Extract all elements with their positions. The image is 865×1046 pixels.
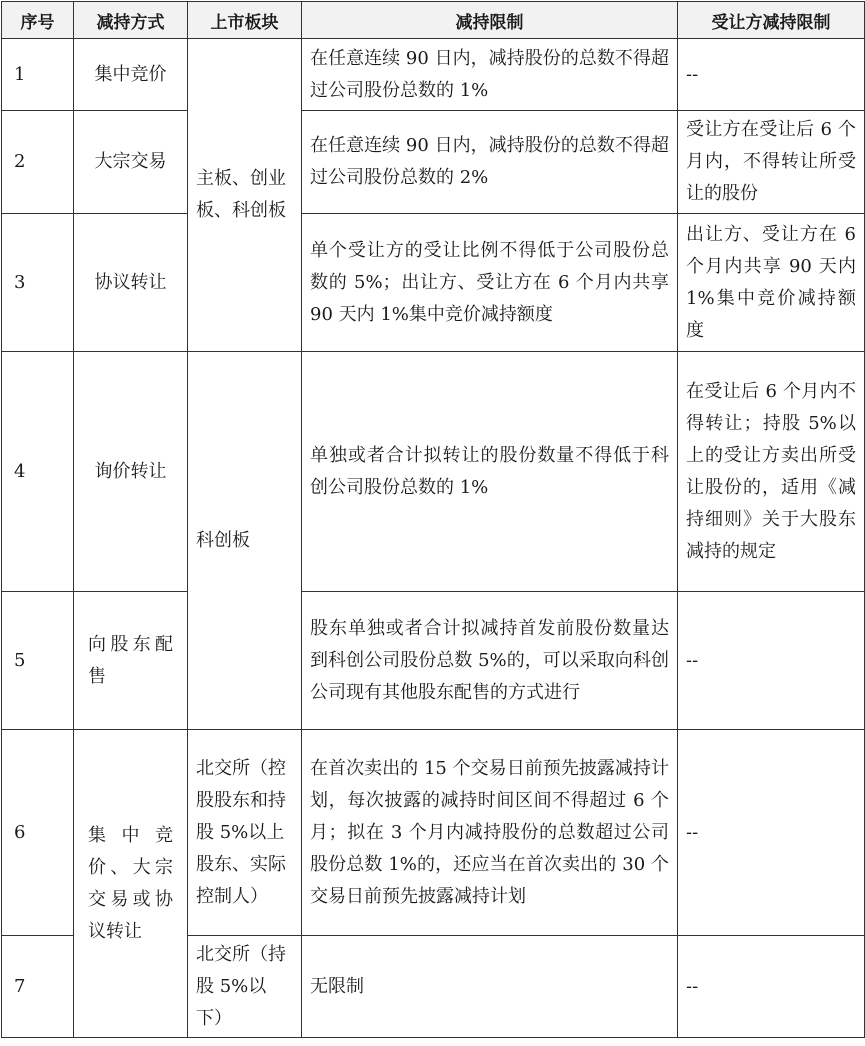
table-row: [2, 39, 865, 111]
board-cell: 北交所（持股 5%以下）: [188, 936, 302, 1038]
transferee-limit-cell: --: [678, 592, 865, 730]
row-number: 2: [2, 111, 74, 214]
row-number: 5: [2, 592, 74, 730]
table-header-row: [2, 2, 865, 39]
method-cell: 集中竞价、大宗交易或协议转让: [74, 730, 188, 1038]
header-transferee-limit: 受让方减持限制: [678, 2, 865, 39]
header-no: 序号: [2, 2, 74, 39]
transferee-limit-cell: 受让方在受让后 6 个月内，不得转让所受让的股份: [678, 111, 865, 214]
board-cell: 北交所（控股股东和持股 5%以上股东、实际控制人）: [188, 730, 302, 936]
transferee-limit-cell: 出让方、受让方在 6 个月内共享 90 天内 1%集中竞价减持额度: [678, 214, 865, 352]
board-cell: 科创板: [188, 352, 302, 730]
method-cell: 询价转让: [74, 352, 188, 592]
method-cell: 大宗交易: [74, 111, 188, 214]
table-row: [2, 352, 865, 592]
row-number: 4: [2, 352, 74, 592]
transferee-limit-cell: 在受让后 6 个月内不得转让；持股 5%以上的受让方卖出所受让股份的，适用《减持细则》关于大股东减持的规定: [678, 352, 865, 592]
header-board: 上市板块: [188, 2, 302, 39]
row-number: 6: [2, 730, 74, 936]
transferee-limit-cell: --: [678, 39, 865, 111]
method-cell: 协议转让: [74, 214, 188, 352]
method-cell: 向股东配售: [74, 592, 188, 730]
transferee-limit-cell: --: [678, 936, 865, 1038]
transferee-limit-cell: --: [678, 730, 865, 936]
table-row: [2, 730, 865, 936]
reduction-rules-table: [1, 1, 865, 1038]
table-row: [2, 111, 865, 214]
header-limit: 减持限制: [302, 2, 678, 39]
limit-cell: 在任意连续 90 日内，减持股份的总数不得超过公司股份总数的 2%: [302, 111, 678, 214]
table-row: [2, 592, 865, 730]
row-number: 3: [2, 214, 74, 352]
header-method: 减持方式: [74, 2, 188, 39]
method-cell: 集中竞价: [74, 39, 188, 111]
limit-cell: 无限制: [302, 936, 678, 1038]
limit-cell: 单独或者合计拟转让的股份数量不得低于科创公司股份总数的 1%: [302, 352, 678, 592]
row-number: 1: [2, 39, 74, 111]
limit-cell: 单个受让方的受让比例不得低于公司股份总数的 5%；出让方、受让方在 6 个月内共享 90 天内 1%集中竞价减持额度: [302, 214, 678, 352]
limit-cell: 在任意连续 90 日内，减持股份的总数不得超过公司股份总数的 1%: [302, 39, 678, 111]
limit-cell: 在首次卖出的 15 个交易日前预先披露减持计划，每次披露的减持时间区间不得超过 6 个月；拟在 3 个月内减持股份的总数超过公司股份总数 1%的，还应当在首次卖出的 30 个交易日前预先披露减持计划: [302, 730, 678, 936]
limit-cell: 股东单独或者合计拟减持首发前股份数量达到科创公司股份总数 5%的，可以采取向科创公司现有其他股东配售的方式进行: [302, 592, 678, 730]
row-number: 7: [2, 936, 74, 1038]
board-cell: 主板、创业板、科创板: [188, 39, 302, 352]
table-row: [2, 214, 865, 352]
